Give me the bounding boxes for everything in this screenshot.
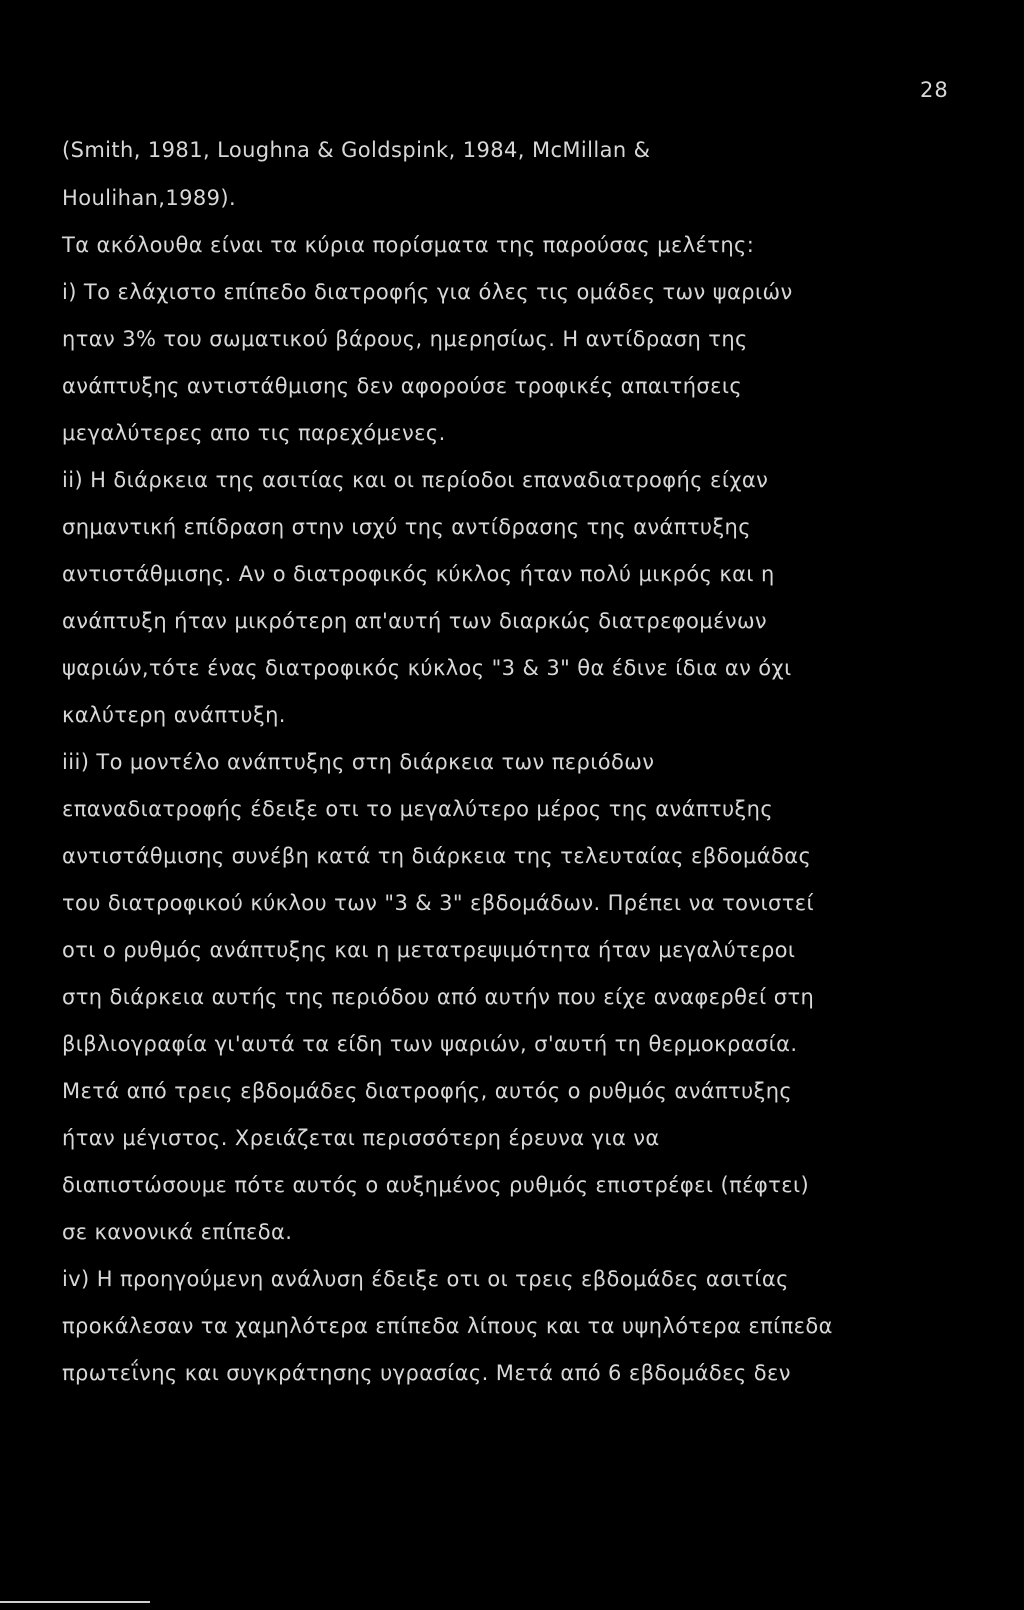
text-line: iv) Η προηγούμενη ανάλυση έδειξε οτι οι τρεις εβδομάδες ασιτίας (62, 1267, 789, 1291)
text-line: οτι ο ρυθμός ανάπτυξης και η μετατρεψιμότητα ήταν μεγαλύτεροι (62, 938, 796, 962)
text-line: μεγαλύτερες απο τις παρεχόμενες. (62, 421, 446, 445)
text-line: σε κανονικά επίπεδα. (62, 1220, 293, 1244)
text-line: ήταν μέγιστος. Χρειάζεται περισσότερη έρευνα για να (62, 1126, 660, 1150)
text-line: Μετά από τρεις εβδομάδες διατροφής, αυτός ο ρυθμός ανάπτυξης (62, 1079, 793, 1103)
text-line: ψαριών,τότε ένας διατροφικός κύκλος "3 & 3" θα έδινε ίδια αν όχι (62, 656, 792, 680)
text-line: επαναδιατροφής έδειξε οτι το μεγαλύτερο μέρος της ανάπτυξης (62, 797, 774, 821)
text-line: αντιστάθμισης συνέβη κατά τη διάρκεια της τελευταίας εβδομάδας (62, 844, 812, 868)
text-line: Τα ακόλουθα είναι τα κύρια πορίσματα της παρούσας μελέτης: (62, 233, 755, 257)
text-line: ανάπτυξη ήταν μικρότερη απ'αυτή των διαρκώς διατρεφομένων (62, 609, 768, 633)
text-line: προκάλεσαν τα χαμηλότερα επίπεδα λίπους και τα υψηλότερα επίπεδα (62, 1314, 833, 1338)
text-line: καλύτερη ανάπτυξη. (62, 703, 286, 727)
text-line: i) Το ελάχιστο επίπεδο διατροφής για όλες τις ομάδες των ψαριών (62, 280, 793, 304)
text-line: ηταν 3% του σωματικού βάρους, ημερησίως. Η αντίδραση της (62, 327, 748, 351)
text-line: πρωτεΐνης και συγκράτησης υγρασίας. Μετά από 6 εβδομάδες δεν (62, 1361, 791, 1385)
text-line: βιβλιογραφία γι'αυτά τα είδη των ψαριών, σ'αυτή τη θερμοκρασία. (62, 1032, 798, 1056)
text-line: στη διάρκεια αυτής της περιόδου από αυτήν που είχε αναφερθεί στη (62, 985, 815, 1009)
text-line: (Smith, 1981, Loughna & Goldspink, 1984, McMillan & (62, 138, 651, 162)
text-line: ανάπτυξης αντιστάθμισης δεν αφορούσε τροφικές απαιτήσεις (62, 374, 743, 398)
text-line: Houlihan,1989). (62, 186, 237, 210)
text-line: iii) Το μοντέλο ανάπτυξης στη διάρκεια των περιόδων (62, 750, 655, 774)
text-line: αντιστάθμισης. Αν ο διατροφικός κύκλος ήταν πολύ μικρός και η (62, 562, 775, 586)
text-line: ii) Η διάρκεια της ασιτίας και οι περίοδοι επαναδιατροφής είχαν (62, 468, 769, 492)
text-line: του διατροφικού κύκλου των "3 & 3" εβδομάδων. Πρέπει να τονιστεί (62, 891, 815, 915)
page-number: 28 (920, 78, 949, 102)
footnote-rule (0, 1601, 150, 1603)
text-line: σημαντική επίδραση στην ισχύ της αντίδρασης της ανάπτυξης (62, 515, 751, 539)
text-line: διαπιστώσουμε πότε αυτός ο αυξημένος ρυθμός επιστρέφει (πέφτει) (62, 1173, 810, 1197)
